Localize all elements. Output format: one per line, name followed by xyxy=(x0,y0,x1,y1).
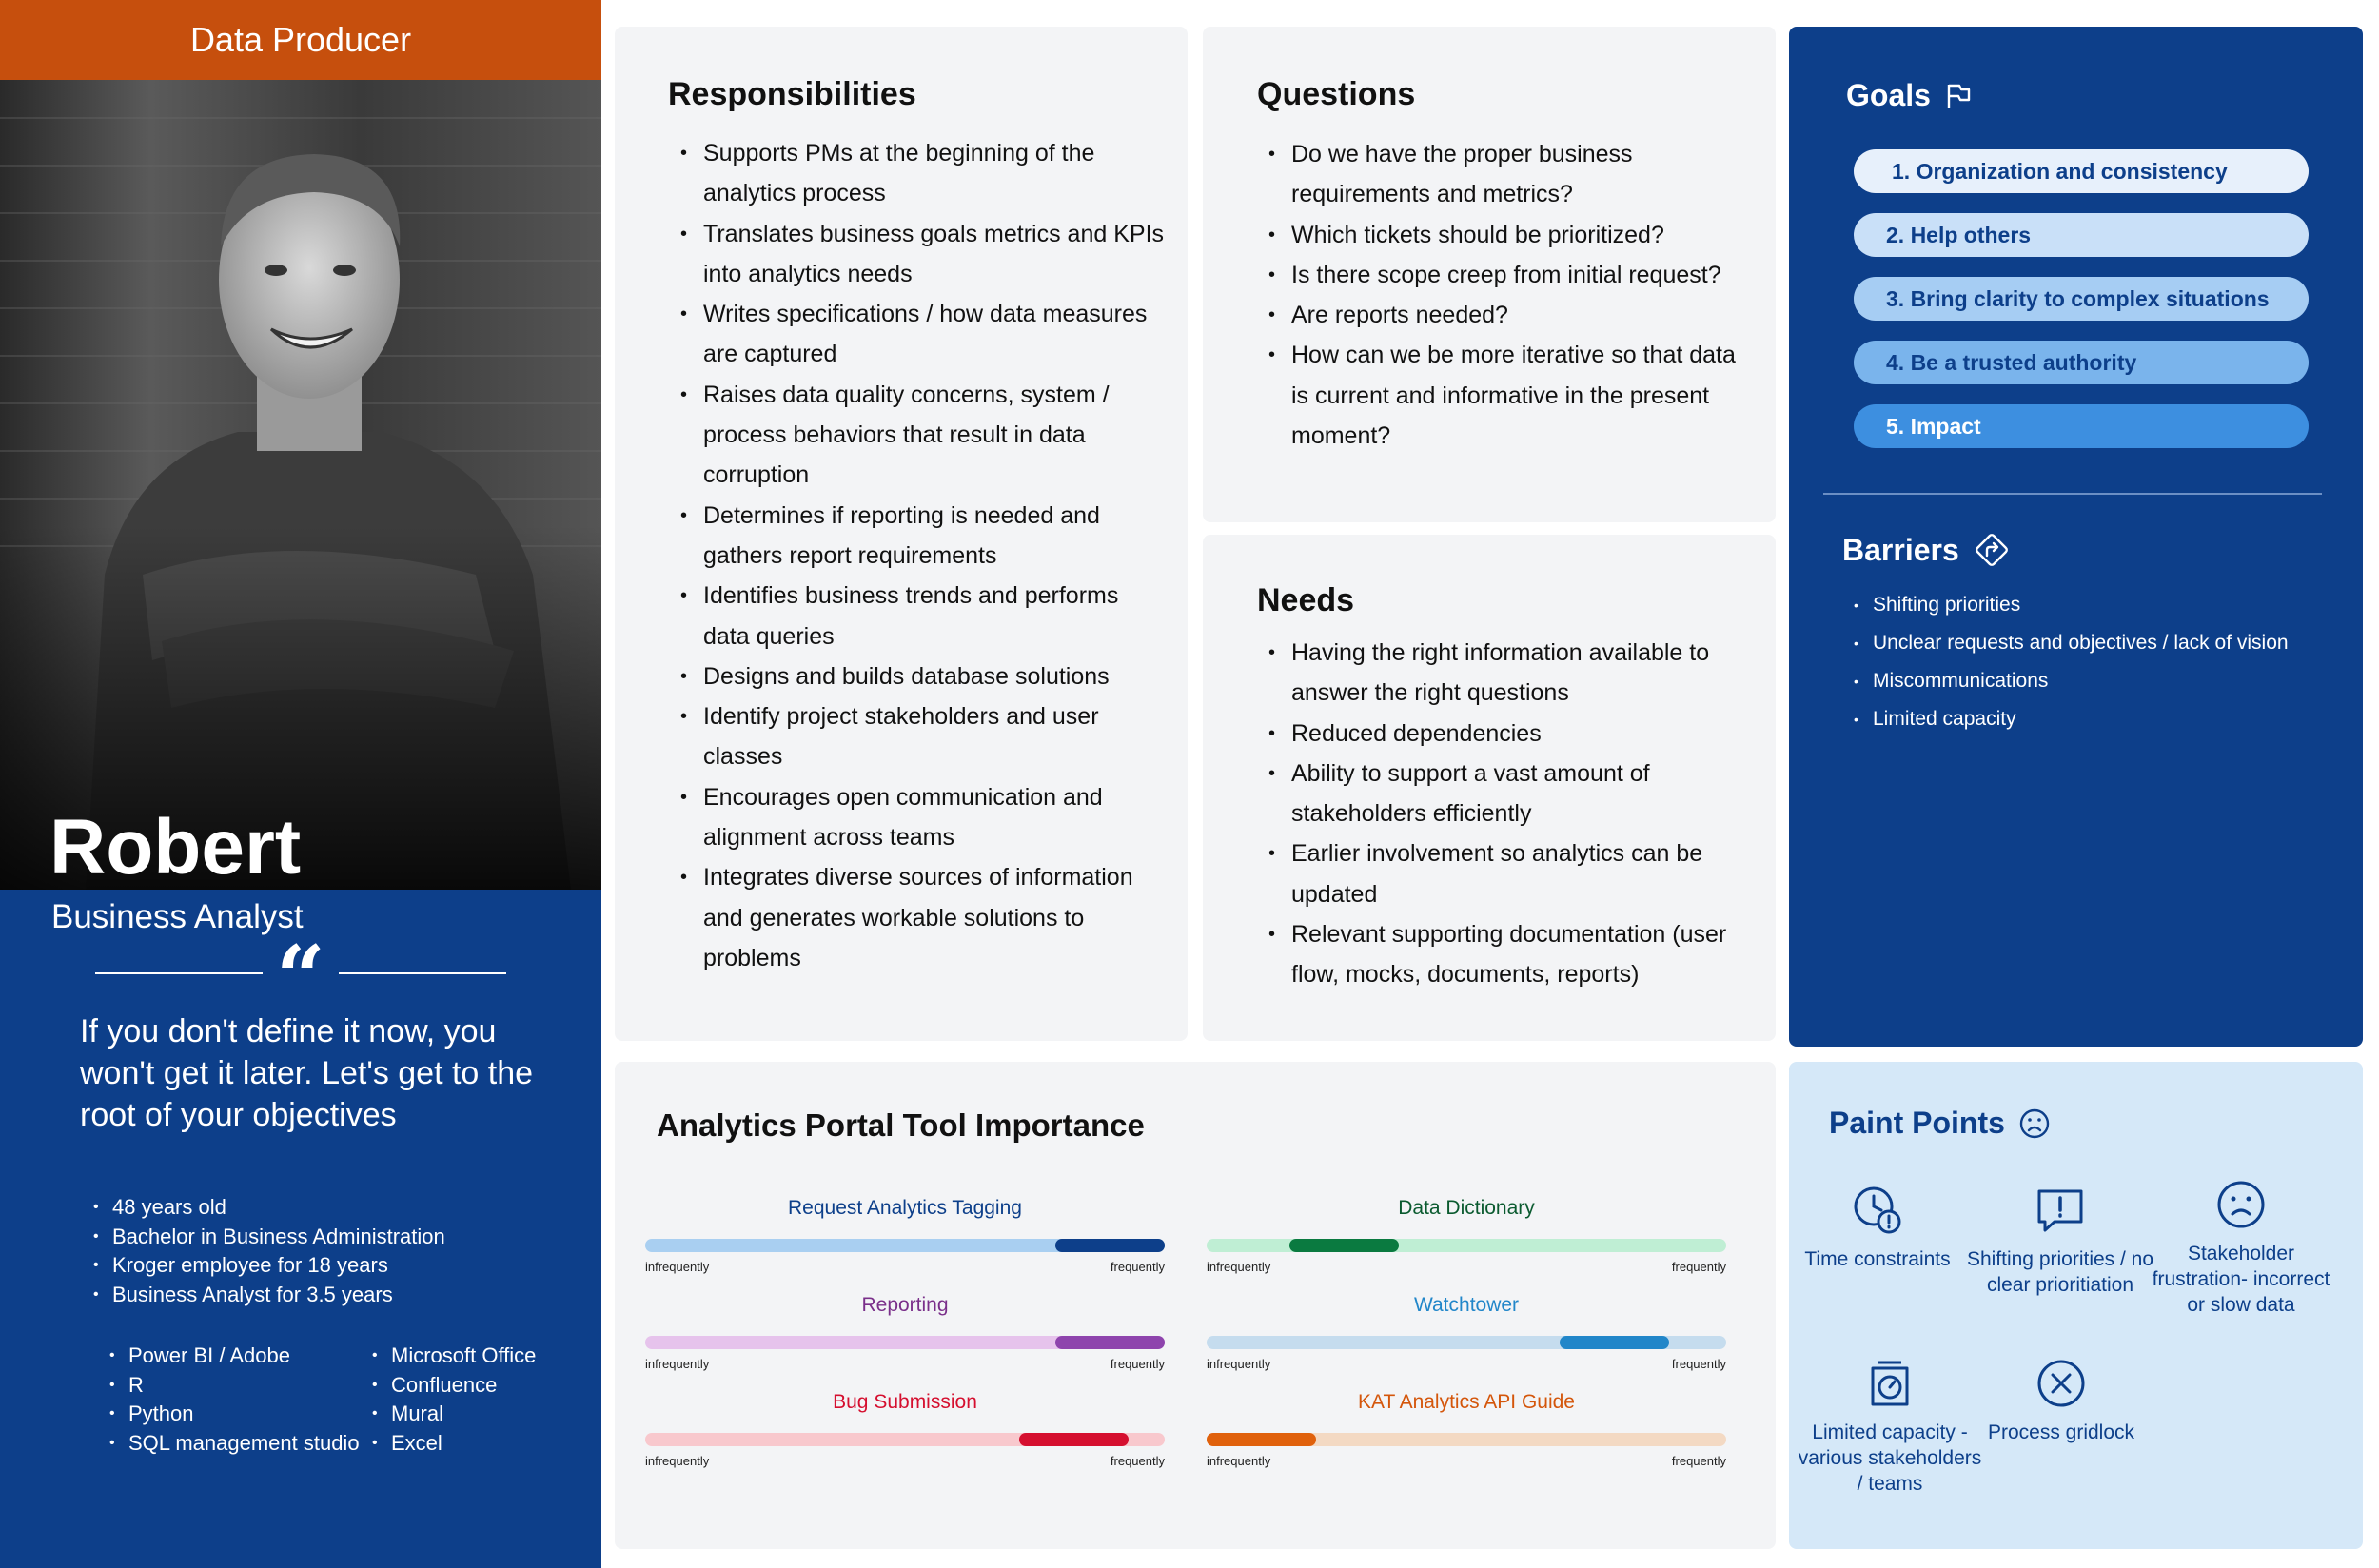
importance-track xyxy=(645,1239,1165,1252)
pain-points-card xyxy=(1789,1062,2363,1549)
scale-high-label: frequently xyxy=(1110,1454,1165,1468)
scale-low-label: infrequently xyxy=(1207,1357,1271,1371)
x-circle-icon xyxy=(2035,1357,2088,1410)
pain-point-item xyxy=(1782,1184,1973,1272)
barriers-title: Barriers xyxy=(1842,532,1959,567)
importance-marker xyxy=(1055,1336,1165,1349)
flag-icon xyxy=(1944,82,1973,110)
goal-item: 3. Bring clarity to complex situations xyxy=(1854,277,2309,321)
pain-point-label: Limited capacity - various stakeholders / teams xyxy=(1798,1421,1982,1495)
list-item: • Supports PMs at the beginning of the analytics process xyxy=(703,133,1170,214)
list-item: • Determines if reporting is needed and gathers report requirements xyxy=(703,496,1170,577)
section-divider xyxy=(1823,493,2322,495)
pain-point-label: Time constraints xyxy=(1804,1248,1951,1270)
frown-face-icon xyxy=(2214,1178,2268,1231)
list-item: • Integrates diverse sources of information and generates workable solutions to problems xyxy=(703,857,1170,978)
pain-point-item xyxy=(1965,1184,2155,1298)
scale-high-label: frequently xyxy=(1671,1454,1726,1468)
questions-card xyxy=(1203,27,1776,522)
tool-name: Data Dictionary xyxy=(1398,1197,1535,1219)
quote-rule-left xyxy=(95,972,263,974)
importance-track xyxy=(645,1336,1165,1349)
needs-list xyxy=(1291,633,1758,995)
scale-low-label: infrequently xyxy=(645,1260,710,1274)
list-item: • Identifies business trends and performs data queries xyxy=(703,576,1170,657)
portrait-illustration xyxy=(0,80,601,890)
list-item: • Identify project stakeholders and user classes xyxy=(703,696,1170,777)
analytics-tool-card xyxy=(615,1062,1776,1549)
scale-low-label: infrequently xyxy=(645,1454,710,1468)
list-item: • Unclear requests and objectives / lack of vision xyxy=(1873,624,2289,662)
tool-name: Bug Submission xyxy=(833,1391,977,1413)
pain-points-heading xyxy=(1829,1106,2051,1141)
pain-point-label: Shifting priorities / no clear prioritiation xyxy=(1966,1248,2154,1296)
scale-high-label: frequently xyxy=(1671,1357,1726,1371)
responsibilities-title: Responsibilities xyxy=(668,76,916,112)
barriers-list xyxy=(1873,586,2289,738)
frown-face-icon xyxy=(2018,1107,2051,1140)
pain-points-title: Paint Points xyxy=(1829,1106,2005,1140)
list-item: • Which tickets should be prioritized? xyxy=(1291,215,1758,255)
list-item: • Translates business goals metrics and KPIs into analytics needs xyxy=(703,214,1170,295)
scale-low-label: infrequently xyxy=(1207,1260,1271,1274)
persona-name: Robert xyxy=(49,804,302,891)
list-item: • Writes specifications / how data measures are captured xyxy=(703,294,1170,375)
alert-message-icon xyxy=(2034,1184,2087,1237)
quote-mark-icon: “ xyxy=(276,927,325,1028)
list-item: • Earlier involvement so analytics can be updated xyxy=(1291,833,1758,914)
list-item: • Designs and builds database solutions xyxy=(703,657,1170,696)
importance-track xyxy=(645,1433,1165,1446)
skills-list-1 xyxy=(128,1342,360,1458)
pain-point-label: Process gridlock xyxy=(1987,1421,2135,1443)
tool-name: Reporting xyxy=(861,1294,949,1316)
goals-barriers-card xyxy=(1789,27,2363,1047)
persona-sidebar xyxy=(0,0,601,1568)
weight-scale-icon xyxy=(1863,1357,1917,1410)
importance-marker xyxy=(1019,1433,1129,1446)
questions-list xyxy=(1291,134,1758,456)
persona-quote: If you don't define it now, you won't get it later. Let's get to the root of your objectives xyxy=(80,1013,534,1133)
pain-point-item xyxy=(1966,1357,2156,1445)
analytics-title: Analytics Portal Tool Importance xyxy=(657,1107,1145,1143)
bio-item: • Kroger employee for 18 years xyxy=(112,1251,445,1281)
quote-rule-right xyxy=(339,972,506,974)
importance-track xyxy=(1207,1433,1726,1446)
tool-name: Request Analytics Tagging xyxy=(788,1197,1022,1219)
skill-item: • Excel xyxy=(391,1429,536,1459)
scale-low-label: infrequently xyxy=(1207,1454,1271,1468)
goals-heading xyxy=(1846,78,1973,113)
scale-high-label: frequently xyxy=(1110,1260,1165,1274)
bio-item: • 48 years old xyxy=(112,1193,445,1223)
persona-job-title: Business Analyst xyxy=(51,898,304,935)
skill-item: • Mural xyxy=(391,1400,536,1429)
list-item: • Relevant supporting documentation (user flow, mocks, documents, reports) xyxy=(1291,914,1758,995)
skill-item: • Microsoft Office xyxy=(391,1342,536,1371)
bio-list xyxy=(112,1193,445,1309)
list-item: • Ability to support a vast amount of stakeholders efficiently xyxy=(1291,754,1758,834)
list-item: • Miscommunications xyxy=(1873,662,2289,700)
clock-alert-icon xyxy=(1851,1184,1904,1237)
tool-name: Watchtower xyxy=(1413,1294,1520,1316)
skill-item: • Python xyxy=(128,1400,360,1429)
list-item: • Is there scope creep from initial request? xyxy=(1291,255,1758,295)
list-item: • Shifting priorities xyxy=(1873,586,2289,624)
goal-item: 2. Help others xyxy=(1854,213,2309,257)
goal-item: 5. Impact xyxy=(1854,404,2309,448)
responsibilities-card xyxy=(615,27,1188,1041)
list-item: • Limited capacity xyxy=(1873,700,2289,738)
skill-item: • Confluence xyxy=(391,1371,536,1401)
scale-low-label: infrequently xyxy=(645,1357,710,1371)
importance-marker xyxy=(1207,1433,1316,1446)
responsibilities-list xyxy=(703,133,1170,978)
list-item: • Are reports needed? xyxy=(1291,295,1758,335)
bio-item: • Bachelor in Business Administration xyxy=(112,1223,445,1252)
goal-item: 1. Organization and consistency xyxy=(1854,149,2309,193)
questions-title: Questions xyxy=(1257,76,1416,112)
scale-high-label: frequently xyxy=(1110,1357,1165,1371)
skill-item: • SQL management studio xyxy=(128,1429,360,1459)
skills-list-2 xyxy=(391,1342,536,1458)
importance-track xyxy=(1207,1239,1726,1252)
list-item: • How can we be more iterative so that data is current and informative in the present moment? xyxy=(1291,335,1758,456)
importance-marker xyxy=(1560,1336,1669,1349)
pain-point-label: Stakeholder frustration- incorrect or slow data xyxy=(2152,1243,2330,1316)
bio-item: • Business Analyst for 3.5 years xyxy=(112,1281,445,1310)
tool-name: KAT Analytics API Guide xyxy=(1357,1391,1575,1413)
skill-item: • R xyxy=(128,1371,360,1401)
persona-photo xyxy=(0,80,601,935)
barriers-heading xyxy=(1842,531,2011,569)
goals-title: Goals xyxy=(1846,78,1931,112)
importance-marker xyxy=(1055,1239,1165,1252)
pain-point-item xyxy=(1795,1357,1985,1497)
list-item: • Do we have the proper business requirements and metrics? xyxy=(1291,134,1758,215)
detour-sign-icon xyxy=(1973,531,2011,569)
list-item: • Raises data quality concerns, system / process behaviors that result in data corruption xyxy=(703,375,1170,496)
needs-card xyxy=(1203,535,1776,1041)
list-item: • Encourages open communication and alignment across teams xyxy=(703,777,1170,858)
needs-title: Needs xyxy=(1257,582,1355,618)
importance-track xyxy=(1207,1336,1726,1349)
pain-point-item xyxy=(2146,1178,2336,1318)
scale-high-label: frequently xyxy=(1671,1260,1726,1274)
importance-marker xyxy=(1289,1239,1399,1252)
list-item: • Reduced dependencies xyxy=(1291,714,1758,754)
list-item: • Having the right information available to answer the right questions xyxy=(1291,633,1758,714)
goal-item: 4. Be a trusted authority xyxy=(1854,341,2309,384)
skill-item: • Power BI / Adobe xyxy=(128,1342,360,1371)
role-banner: Data Producer xyxy=(0,0,601,80)
